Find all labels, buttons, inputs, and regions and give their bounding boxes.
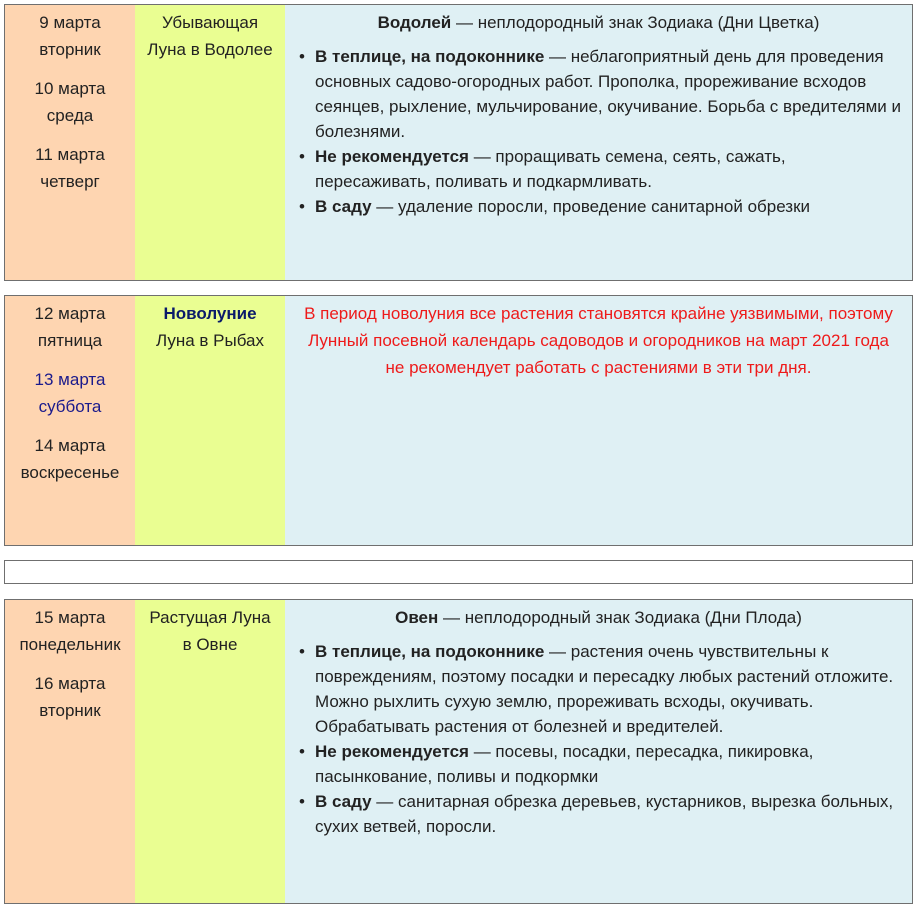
day-entry bbox=[5, 432, 135, 486]
day-weekday: воскресенье bbox=[20, 463, 120, 482]
new-moon-warning: В период новолуния все растения становятся крайне уязвимыми, поэтому Лунный посевной календарь садоводов и огородников на март 2021 года не рекомендует работать с растениями в эти три дня. bbox=[304, 304, 893, 377]
zodiac-heading bbox=[293, 604, 904, 631]
calendar-block-march-9-11 bbox=[4, 4, 913, 281]
list-item bbox=[299, 194, 904, 219]
item-label: Не рекомендуется bbox=[315, 742, 469, 761]
day-entry bbox=[5, 300, 135, 354]
day-weekday: суббота bbox=[38, 397, 102, 416]
moon-phase bbox=[135, 604, 285, 658]
moon-phase-line2: в Овне bbox=[182, 635, 238, 654]
day-entry bbox=[5, 141, 135, 195]
item-label: В саду bbox=[315, 197, 372, 216]
moon-phase-line2: Луна в Водолее bbox=[147, 40, 273, 59]
description-column bbox=[285, 600, 912, 903]
zodiac-description: — неплодородный знак Зодиака (Дни Плода) bbox=[438, 608, 802, 627]
day-entry bbox=[5, 9, 135, 63]
item-text: — неблагоприятный день для проведения основных садово-огородных работ. Прополка, прореживание всходов сеянцев, рыхление, мульчирование, окучивание. Борьба с вредителями и болезнями. bbox=[315, 47, 902, 141]
day-date: 13 марта bbox=[34, 370, 106, 389]
item-label: Не рекомендуется bbox=[315, 147, 469, 166]
empty-separator-row bbox=[4, 560, 913, 584]
day-date: 14 марта bbox=[34, 436, 106, 455]
bullet-icon: • bbox=[299, 47, 305, 66]
dates-column bbox=[5, 296, 135, 545]
item-label: В теплице, на подоконнике bbox=[315, 642, 545, 661]
day-weekday: среда bbox=[46, 106, 94, 125]
recommendations-list bbox=[293, 639, 904, 839]
day-entry bbox=[5, 604, 135, 658]
list-item bbox=[299, 144, 904, 194]
item-label: В саду bbox=[315, 792, 372, 811]
moon-phase-line2: Луна в Рыбах bbox=[155, 331, 265, 350]
item-text: — удаление поросли, проведение санитарной обрезки bbox=[371, 197, 811, 216]
bullet-icon: • bbox=[299, 742, 305, 761]
moon-phase bbox=[135, 300, 285, 354]
bullet-icon: • bbox=[299, 147, 305, 166]
dates-column bbox=[5, 600, 135, 903]
day-weekday: понедельник bbox=[19, 635, 121, 654]
item-text: — посевы, посадки, пересадка, пикировка, пасынкование, поливы и подкормки bbox=[315, 742, 814, 786]
calendar-block-march-15-16 bbox=[4, 599, 913, 904]
item-text: — растения очень чувствительны к повреждениям, поэтому посадки и пересадку любых растений отложите. Можно рыхлить сухую землю, прореживать всходы, окучивать. Обрабатывать растения от болезней и вредителей. bbox=[315, 642, 894, 736]
day-date: 15 марта bbox=[34, 608, 106, 627]
bullet-icon: • bbox=[299, 792, 305, 811]
moon-phase bbox=[135, 9, 285, 63]
description-column bbox=[285, 296, 912, 545]
zodiac-sign: Овен bbox=[395, 608, 439, 627]
zodiac-description: — неплодородный знак Зодиака (Дни Цветка) bbox=[451, 13, 820, 32]
item-text: — санитарная обрезка деревьев, кустарников, вырезка больных, сухих ветвей, поросли. bbox=[315, 792, 894, 836]
item-text: — проращивать семена, сеять, сажать, пересаживать, поливать и подкармливать. bbox=[315, 147, 786, 191]
dates-column bbox=[5, 5, 135, 280]
day-entry bbox=[5, 366, 135, 420]
moon-phase-column bbox=[135, 5, 285, 280]
item-label: В теплице, на подоконнике bbox=[315, 47, 545, 66]
bullet-icon: • bbox=[299, 642, 305, 661]
zodiac-heading bbox=[293, 9, 904, 36]
day-date: 16 марта bbox=[34, 674, 106, 693]
moon-phase-line1: Новолуние bbox=[163, 304, 257, 323]
day-date: 12 марта bbox=[34, 304, 106, 323]
day-date: 11 марта bbox=[35, 145, 105, 164]
description-column bbox=[285, 5, 912, 280]
day-date: 9 марта bbox=[39, 13, 101, 32]
bullet-icon: • bbox=[299, 197, 305, 216]
recommendations-list bbox=[293, 44, 904, 219]
list-item bbox=[299, 639, 904, 739]
day-weekday: пятница bbox=[37, 331, 103, 350]
day-entry bbox=[5, 670, 135, 724]
day-weekday: вторник bbox=[39, 40, 101, 59]
list-item bbox=[299, 789, 904, 839]
moon-phase-line1: Растущая Луна bbox=[149, 608, 271, 627]
moon-phase-column bbox=[135, 600, 285, 903]
calendar-block-march-12-14 bbox=[4, 295, 913, 546]
day-weekday: четверг bbox=[40, 172, 100, 191]
day-entry bbox=[5, 75, 135, 129]
day-date: 10 марта bbox=[34, 79, 106, 98]
day-weekday: вторник bbox=[39, 701, 101, 720]
list-item bbox=[299, 44, 904, 144]
moon-phase-line1: Убывающая bbox=[161, 13, 259, 32]
list-item bbox=[299, 739, 904, 789]
zodiac-sign: Водолей bbox=[377, 13, 452, 32]
moon-phase-column bbox=[135, 296, 285, 545]
